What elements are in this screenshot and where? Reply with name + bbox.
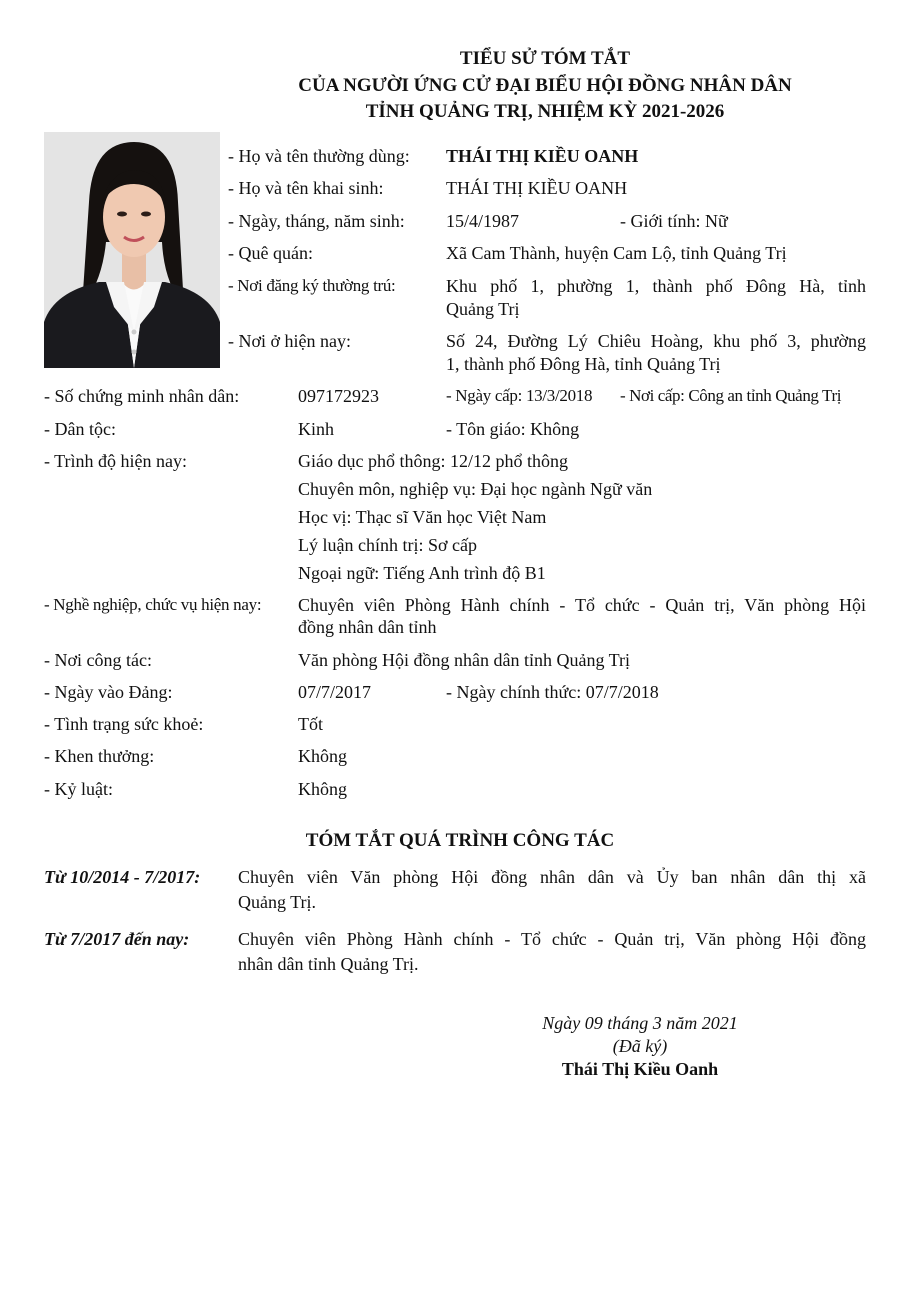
- education-line-5: Ngoại ngữ: Tiếng Anh trình độ B1: [298, 563, 546, 583]
- dob-value: 15/4/1987: [446, 211, 520, 231]
- health-label: - Tình trạng sức khoẻ:: [44, 714, 204, 734]
- gender-value: - Giới tính: Nữ: [620, 211, 728, 231]
- title-line-3: TỈNH QUẢNG TRỊ, NHIỆM KỲ 2021-2026: [365, 101, 725, 122]
- current-address-label: - Nơi ở hiện nay:: [228, 331, 352, 351]
- id-number: 097172923: [298, 386, 379, 406]
- career-heading: TÓM TẮT QUÁ TRÌNH CÔNG TÁC: [305, 830, 615, 851]
- awards-value: Không: [298, 746, 347, 766]
- career-entry-2-line-2: nhân dân tỉnh Quảng Trị.: [238, 954, 419, 974]
- health-value: Tốt: [298, 714, 323, 734]
- portrait-photo: [44, 132, 220, 368]
- party-join-date: 07/7/2017: [298, 682, 372, 702]
- party-official-date: - Ngày chính thức: 07/7/2018: [446, 682, 659, 702]
- id-label: - Số chứng minh nhân dân:: [44, 386, 240, 406]
- title-line-2: CỦA NGƯỜI ỨNG CỬ ĐẠI BIỂU HỘI ĐỒNG NHÂN DÂN: [298, 75, 792, 96]
- signature-date: Ngày 09 tháng 3 năm 2021: [542, 1013, 738, 1033]
- residence-value-line-1: Khu phố 1, phường 1, thành phố Đông Hà, tỉnh: [446, 276, 866, 296]
- hometown-label: - Quê quán:: [228, 243, 313, 263]
- birth-name-value: THÁI THỊ KIỀU OANH: [446, 178, 628, 198]
- id-issue-place: - Nơi cấp: Công an tỉnh Quảng Trị: [620, 386, 842, 405]
- career-period-2: Từ 7/2017 đến nay:: [44, 929, 190, 949]
- common-name-value: THÁI THỊ KIỀU OANH: [446, 146, 639, 166]
- education-line-1: Giáo dục phổ thông: 12/12 phổ thông: [298, 451, 568, 471]
- education-label: - Trình độ hiện nay:: [44, 451, 188, 471]
- common-name-label: - Họ và tên thường dùng:: [228, 146, 410, 166]
- current-address-line-2: 1, thành phố Đông Hà, tỉnh Quảng Trị: [446, 354, 721, 374]
- religion-value: - Tôn giáo: Không: [446, 419, 580, 439]
- career-entry-1-line-1: Chuyên viên Văn phòng Hội đồng nhân dân và Ủy ban nhân dân thị xã: [238, 867, 866, 887]
- education-line-3: Học vị: Thạc sĩ Văn học Việt Nam: [298, 507, 547, 527]
- career-entry-1-line-2: Quảng Trị.: [238, 892, 317, 912]
- career-period-1: Từ 10/2014 - 7/2017:: [44, 867, 201, 887]
- hometown-value: Xã Cam Thành, huyện Cam Lộ, tỉnh Quảng Trị: [446, 243, 787, 263]
- workplace-value: Văn phòng Hội đồng nhân dân tỉnh Quảng Trị: [298, 650, 630, 670]
- education-line-4: Lý luận chính trị: Sơ cấp: [298, 535, 477, 555]
- ethnicity-label: - Dân tộc:: [44, 419, 116, 439]
- id-issue-date: - Ngày cấp: 13/3/2018: [446, 386, 593, 405]
- residence-label: - Nơi đăng ký thường trú:: [228, 276, 396, 295]
- discipline-value: Không: [298, 779, 347, 799]
- education-line-2: Chuyên môn, nghiệp vụ: Đại học ngành Ngữ văn: [298, 479, 653, 499]
- occupation-line-2: đồng nhân dân tỉnh: [298, 617, 437, 637]
- workplace-label: - Nơi công tác:: [44, 650, 152, 670]
- title-line-1: TIỂU SỬ TÓM TẮT: [459, 48, 631, 69]
- ethnicity-value: Kinh: [298, 419, 334, 439]
- dob-label: - Ngày, tháng, năm sinh:: [228, 211, 405, 231]
- occupation-label: - Nghề nghiệp, chức vụ hiện nay:: [44, 595, 262, 614]
- current-address-line-1: Số 24, Đường Lý Chiêu Hoàng, khu phố 3, phường: [446, 331, 866, 351]
- awards-label: - Khen thưởng:: [44, 746, 155, 766]
- signature-status: (Đã ký): [612, 1036, 668, 1056]
- discipline-label: - Kỷ luật:: [44, 779, 113, 799]
- party-join-label: - Ngày vào Đảng:: [44, 682, 173, 702]
- residence-value-line-2: Quảng Trị: [446, 299, 520, 319]
- occupation-line-1: Chuyên viên Phòng Hành chính - Tổ chức - Quản trị, Văn phòng Hội: [298, 595, 866, 615]
- signer-name: Thái Thị Kiều Oanh: [561, 1059, 719, 1079]
- career-entry-2-line-1: Chuyên viên Phòng Hành chính - Tổ chức - Quản trị, Văn phòng Hội đồng: [238, 929, 866, 949]
- birth-name-label: - Họ và tên khai sinh:: [228, 178, 384, 198]
